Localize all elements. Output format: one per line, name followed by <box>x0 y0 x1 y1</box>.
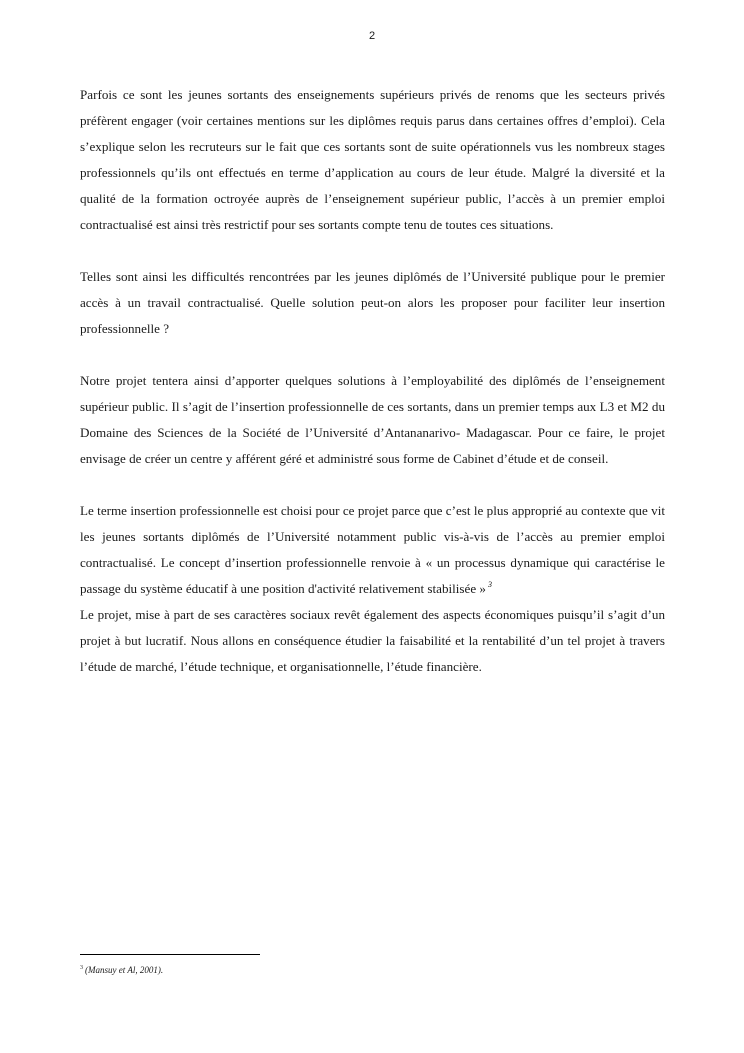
footnote-reference[interactable]: 3 <box>487 580 492 589</box>
paragraph-2: Telles sont ainsi les difficultés rencontrées par les jeunes diplômés de l’Université publique pour le premier accès à un travail contractualisé. Quelle solution peut-on alors les proposer pour faciliter leur insertion professionnelle ? <box>80 269 665 336</box>
page-number: 2 <box>368 30 376 42</box>
footnote-mark: 3 <box>80 965 83 971</box>
footnote-separator <box>80 954 260 955</box>
paragraph-4-text: Le terme insertion professionnelle est choisi pour ce projet parce que c’est le plus approprié au contexte que vit les jeunes sortants diplômés de l’Université notamment public vis-à-vis de l’accès au premier emploi contractualisé. Le concept d’insertion professionnelle renvoie à « un processus dynamique qui caractérise le passage du système éducatif à une position d'activité relativement stabilisée » <box>80 503 665 596</box>
paragraph-1: Parfois ce sont les jeunes sortants des enseignements supérieurs privés de renoms que les secteurs privés préfèrent engager (voir certaines mentions sur les diplômes requis parus dans certaines offres d’emploi). Cela s’explique selon les recruteurs sur le fait que ces sortants sont de suite opérationnels vus les nombreux stages professionnels qu’ils ont effectués en terme d’application au cours de leur étude. Malgré la diversité et la qualité de la formation octroyée auprès de l’enseignement supérieur public, l’accès à un premier emploi contractualisé est ainsi très restrictif pour ses sortants compte tenu de toutes ces situations. <box>80 87 665 232</box>
paragraph-3: Notre projet tentera ainsi d’apporter quelques solutions à l’employabilité des diplômés de l’enseignement supérieur public. Il s’agit de l’insertion professionnelle de ces sortants, dans un premier temps aux L3 et M2 du Domaine des Sciences de la Société de l’Université d’Antananarivo- Madagascar. Pour ce faire, le projet envisage de créer un centre y afférent géré et administré sous forme de Cabinet d’étude et de conseil. <box>80 373 665 466</box>
document-body <box>80 82 665 680</box>
paragraph-4 <box>80 498 665 602</box>
footnote <box>80 962 163 976</box>
footnote-text: (Mansuy et Al, 2001). <box>85 965 164 975</box>
paragraph-5: Le projet, mise à part de ses caractères sociaux revêt également des aspects économiques puisqu’il s’agit d’un projet à but lucratif. Nous allons en conséquence étudier la faisabilité et la rentabilité d’un tel projet à travers l’étude de marché, l’étude technique, et organisationnelle, l’étude financière. <box>80 607 665 674</box>
